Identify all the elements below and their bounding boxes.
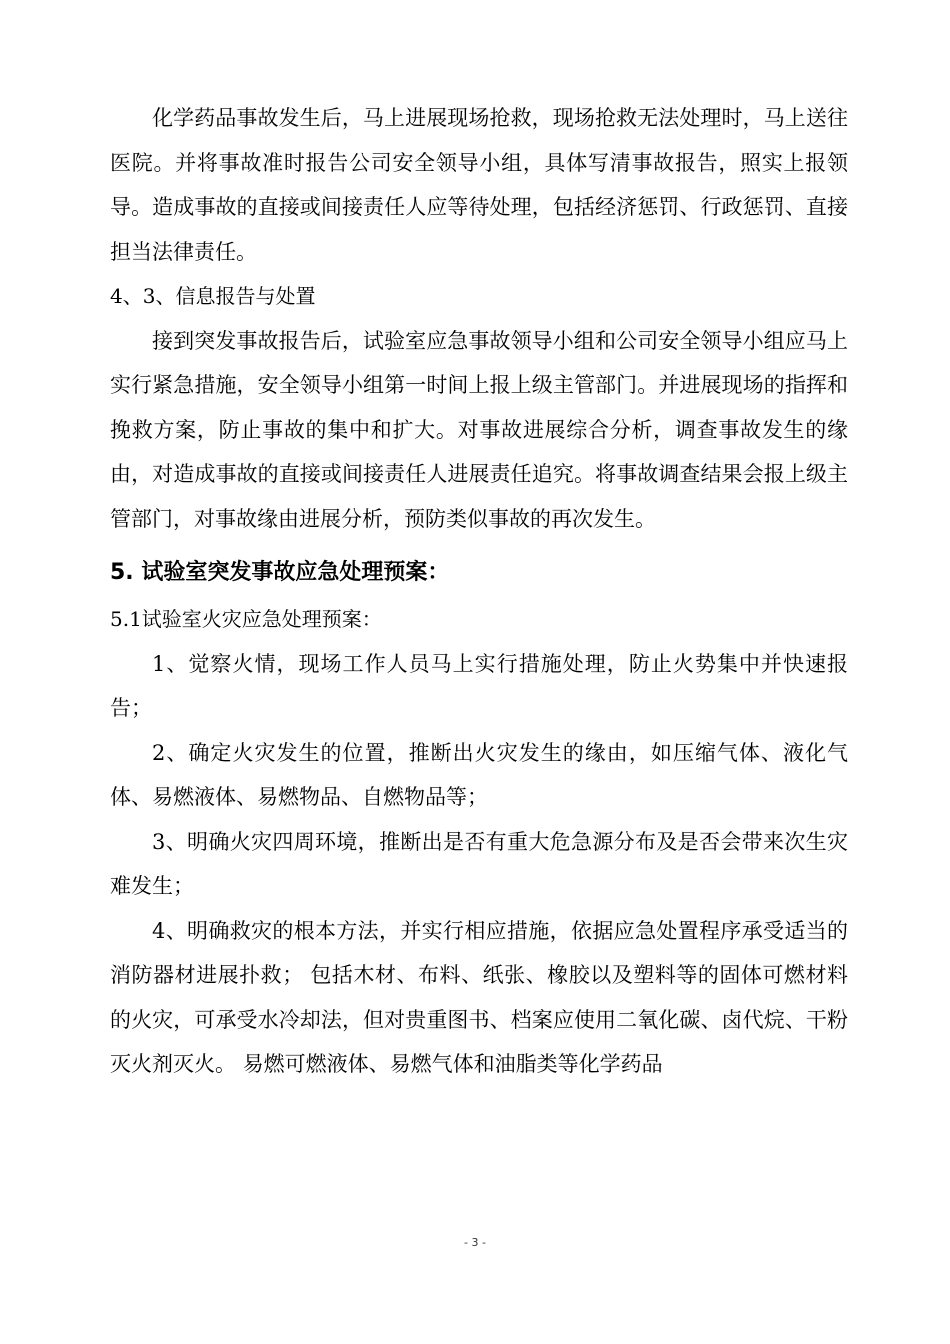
- list-item-3: 3、明确火灾四周环境，推断出是否有重大危急源分布及是否会带来次生灾难发生；: [110, 829, 848, 898]
- page-number: - 3 -: [464, 1236, 486, 1249]
- section-5-heading: 5. 试验室突发事故应急处理预案：: [110, 560, 450, 585]
- section-4-3-title: 4、3、信息报告与处置: [110, 284, 316, 308]
- paragraph-accident-handling: 化学药品事故发生后，马上进展现场抢救，现场抢救无法处理时，马上送往医院。并将事故准时报告公司安全领导小组，具体写清事故报告，照实上报领导。造成事故的直接或间接责任人应等待处理，包括经济惩罚、行政惩罚、直接担当法律责任。: [110, 106, 848, 264]
- paragraph-report-handling: 接到突发事故报告后，试验室应急事故领导小组和公司安全领导小组应马上实行紧急措施，安全领导小组第一时间上报上级主管部门。并进展现场的指挥和挽救方案，防止事故的集中和扩大。对事故进展综合分析，调查事故发生的缘由，对造成事故的直接或间接责任人进展责任追究。将事故调查结果会报上级主管部门，对事故缘由进展分析，预防类似事故的再次发生。: [110, 328, 848, 531]
- list-item-1: 1、觉察火情，现场工作人员马上实行措施处理，防止火势集中并快速报告；: [110, 651, 848, 720]
- list-item-2: 2、确定火灾发生的位置，推断出火灾发生的缘由，如压缩气体、液化气体、易燃液体、易燃物品、自燃物品等；: [110, 740, 848, 809]
- page-body: [110, 96, 848, 1087]
- list-item-4: 4、明确救灾的根本方法，并实行相应措施，依据应急处置程序承受适当的消防器材进展扑救； 包括木材、布料、纸张、橡胶以及塑料等的固体可燃材料的火灾，可承受水冷却法，但对贵重图书、档案应使用二氧化碳、卤代烷、干粉灭火剂灭火。 易燃可燃液体、易燃气体和油脂类等化学药品: [110, 918, 848, 1076]
- section-5-1-title: 5.1试验室火灾应急处理预案：: [110, 607, 382, 631]
